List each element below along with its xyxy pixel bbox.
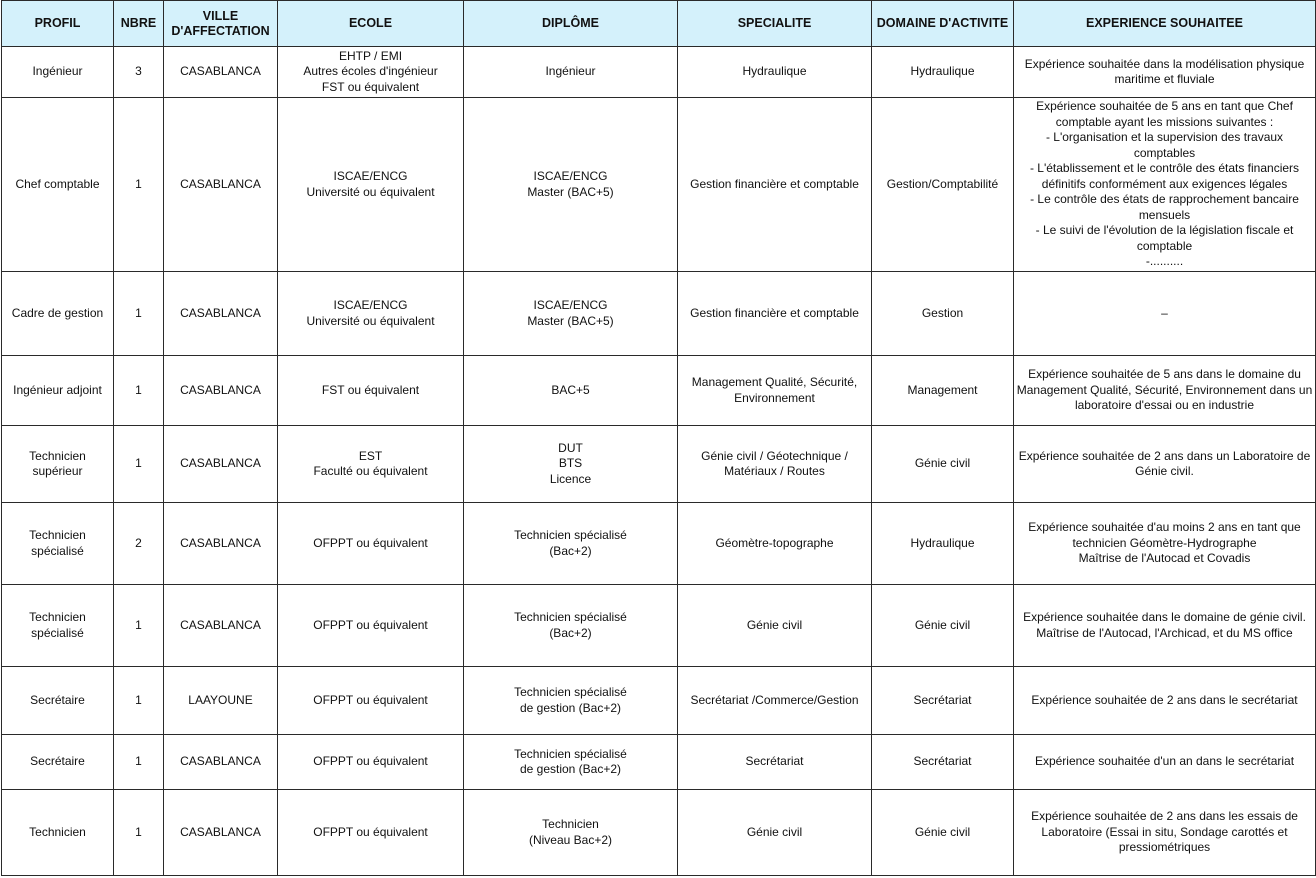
table-row <box>2 667 1316 735</box>
cell-ville: CASABLANCA <box>164 356 278 426</box>
cell-specialite: Secrétariat <box>678 735 872 790</box>
cell-diplome: BAC+5 <box>464 356 678 426</box>
cell-nbre: 1 <box>114 585 164 667</box>
cell-nbre: 1 <box>114 790 164 876</box>
cell-profil: Technicien <box>2 790 114 876</box>
cell-profil: Technicien spécialisé <box>2 585 114 667</box>
header-profil: PROFIL <box>2 1 114 47</box>
cell-ville: CASABLANCA <box>164 735 278 790</box>
cell-domaine: Génie civil <box>872 790 1014 876</box>
header-row <box>2 1 1316 47</box>
cell-profil: Chef comptable <box>2 98 114 272</box>
cell-specialite: Génie civil <box>678 790 872 876</box>
cell-ville: CASABLANCA <box>164 47 278 98</box>
cell-ville: CASABLANCA <box>164 426 278 503</box>
cell-domaine: Hydraulique <box>872 503 1014 585</box>
cell-nbre: 2 <box>114 503 164 585</box>
cell-diplome: Technicien spécialisé (Bac+2) <box>464 585 678 667</box>
table-row <box>2 585 1316 667</box>
header-specialite: SPECIALITE <box>678 1 872 47</box>
cell-ecole: OFPPT ou équivalent <box>278 735 464 790</box>
cell-specialite: Secrétariat /Commerce/Gestion <box>678 667 872 735</box>
cell-experience: Expérience souhaitée de 5 ans en tant que Chef comptable ayant les missions suivantes : - L'organisation et la supervision des travaux comptables - L'établissement et le contrôle des états financiers définitifs conformément aux exigences légales - Le contrôle des états de rapprochement bancaire mensuels - Le suivi de l'évolution de la législation fiscale et comptable -.......... <box>1014 98 1316 272</box>
cell-diplome: Ingénieur <box>464 47 678 98</box>
cell-domaine: Gestion/Comptabilité <box>872 98 1014 272</box>
header-ecole: ECOLE <box>278 1 464 47</box>
cell-specialite: Management Qualité, Sécurité, Environnement <box>678 356 872 426</box>
cell-experience: Expérience souhaitée de 2 ans dans les essais de Laboratoire (Essai in situ, Sondage carottés et pressiométriques <box>1014 790 1316 876</box>
cell-specialite: Gestion financière et comptable <box>678 98 872 272</box>
cell-domaine: Secrétariat <box>872 735 1014 790</box>
cell-nbre: 1 <box>114 356 164 426</box>
cell-experience: – <box>1014 272 1316 356</box>
cell-nbre: 1 <box>114 98 164 272</box>
cell-ville: CASABLANCA <box>164 790 278 876</box>
cell-domaine: Hydraulique <box>872 47 1014 98</box>
cell-experience: Expérience souhaitée d'au moins 2 ans en tant que technicien Géomètre-Hydrographe Maîtrise de l'Autocad et Covadis <box>1014 503 1316 585</box>
cell-domaine: Génie civil <box>872 426 1014 503</box>
header-experience: EXPERIENCE SOUHAITEE <box>1014 1 1316 47</box>
cell-diplome: DUT BTS Licence <box>464 426 678 503</box>
cell-diplome: Technicien spécialisé de gestion (Bac+2) <box>464 667 678 735</box>
cell-profil: Cadre de gestion <box>2 272 114 356</box>
cell-experience: Expérience souhaitée de 2 ans dans le secrétariat <box>1014 667 1316 735</box>
table-row <box>2 735 1316 790</box>
cell-ecole: EST Faculté ou équivalent <box>278 426 464 503</box>
cell-ville: CASABLANCA <box>164 272 278 356</box>
cell-experience: Expérience souhaitée dans la modélisation physique maritime et fluviale <box>1014 47 1316 98</box>
cell-domaine: Génie civil <box>872 585 1014 667</box>
table-row <box>2 426 1316 503</box>
cell-ecole: EHTP / EMI Autres écoles d'ingénieur FST ou équivalent <box>278 47 464 98</box>
cell-diplome: ISCAE/ENCG Master (BAC+5) <box>464 98 678 272</box>
cell-domaine: Management <box>872 356 1014 426</box>
cell-ecole: ISCAE/ENCG Université ou équivalent <box>278 98 464 272</box>
cell-nbre: 1 <box>114 426 164 503</box>
cell-specialite: Géomètre-topographe <box>678 503 872 585</box>
cell-specialite: Génie civil / Géotechnique / Matériaux / Routes <box>678 426 872 503</box>
cell-ecole: OFPPT ou équivalent <box>278 585 464 667</box>
cell-nbre: 1 <box>114 272 164 356</box>
cell-profil: Technicien supérieur <box>2 426 114 503</box>
cell-experience: Expérience souhaitée d'un an dans le secrétariat <box>1014 735 1316 790</box>
cell-specialite: Hydraulique <box>678 47 872 98</box>
cell-profil: Secrétaire <box>2 735 114 790</box>
header-ville: VILLE D'AFFECTATION <box>164 1 278 47</box>
table-row <box>2 790 1316 876</box>
cell-profil: Ingénieur <box>2 47 114 98</box>
cell-ville: LAAYOUNE <box>164 667 278 735</box>
table-body <box>2 47 1316 876</box>
cell-nbre: 1 <box>114 735 164 790</box>
cell-experience: Expérience souhaitée dans le domaine de génie civil. Maîtrise de l'Autocad, l'Archicad, et du MS office <box>1014 585 1316 667</box>
cell-domaine: Gestion <box>872 272 1014 356</box>
cell-nbre: 3 <box>114 47 164 98</box>
header-diplome: DIPLÔME <box>464 1 678 47</box>
cell-ville: CASABLANCA <box>164 98 278 272</box>
cell-ecole: OFPPT ou équivalent <box>278 667 464 735</box>
cell-diplome: Technicien spécialisé (Bac+2) <box>464 503 678 585</box>
cell-ecole: OFPPT ou équivalent <box>278 503 464 585</box>
cell-ecole: ISCAE/ENCG Université ou équivalent <box>278 272 464 356</box>
cell-profil: Technicien spécialisé <box>2 503 114 585</box>
cell-ville: CASABLANCA <box>164 503 278 585</box>
cell-specialite: Génie civil <box>678 585 872 667</box>
table-row <box>2 98 1316 272</box>
cell-experience: Expérience souhaitée de 5 ans dans le domaine du Management Qualité, Sécurité, Environnement dans un laboratoire d'essai ou en industrie <box>1014 356 1316 426</box>
table-row <box>2 503 1316 585</box>
table-row <box>2 47 1316 98</box>
cell-nbre: 1 <box>114 667 164 735</box>
cell-specialite: Gestion financière et comptable <box>678 272 872 356</box>
cell-profil: Secrétaire <box>2 667 114 735</box>
cell-domaine: Secrétariat <box>872 667 1014 735</box>
job-offers-table <box>1 0 1316 876</box>
cell-diplome: Technicien (Niveau Bac+2) <box>464 790 678 876</box>
table-row <box>2 356 1316 426</box>
cell-ville: CASABLANCA <box>164 585 278 667</box>
table-row <box>2 272 1316 356</box>
cell-profil: Ingénieur adjoint <box>2 356 114 426</box>
cell-diplome: ISCAE/ENCG Master (BAC+5) <box>464 272 678 356</box>
cell-diplome: Technicien spécialisé de gestion (Bac+2) <box>464 735 678 790</box>
cell-ecole: FST ou équivalent <box>278 356 464 426</box>
cell-ecole: OFPPT ou équivalent <box>278 790 464 876</box>
header-nbre: NBRE <box>114 1 164 47</box>
header-domaine: DOMAINE D'ACTIVITE <box>872 1 1014 47</box>
cell-experience: Expérience souhaitée de 2 ans dans un Laboratoire de Génie civil. <box>1014 426 1316 503</box>
